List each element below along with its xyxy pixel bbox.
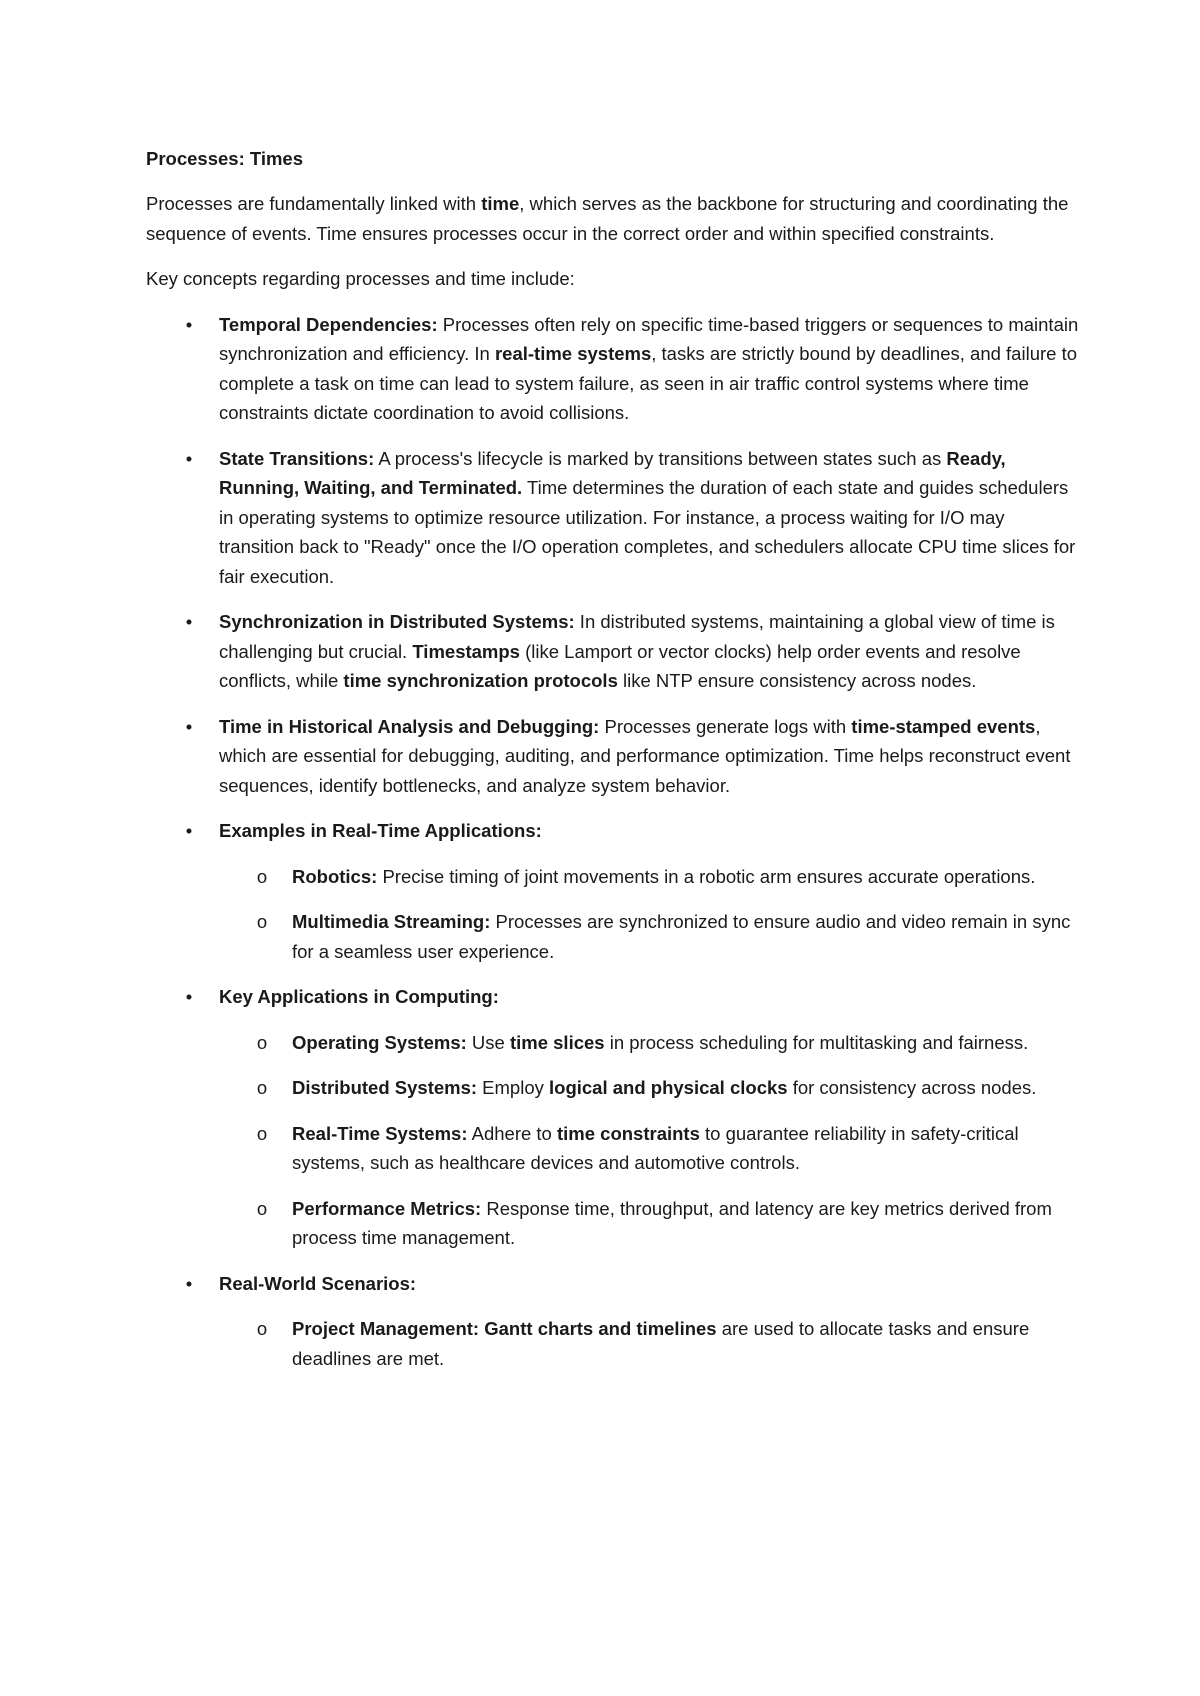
text-run: , which are essential for debugging, auditing, and performance optimization. Time helps reconstruct event sequences, identify bottlenecks, and analyze system behavior. (219, 715, 1071, 796)
sub-item-text (292, 1077, 1036, 1098)
bold-text: time constraints (556, 1122, 700, 1144)
text-run: Processes are fundamentally linked with (146, 193, 482, 214)
bold-text: Synchronization in Distributed Systems: (219, 611, 575, 632)
intro-paragraph (146, 189, 1080, 248)
bold-text: real-time systems (494, 343, 652, 364)
text-run: to guarantee reliability in safety-critical systems, such as healthcare devices and automotive controls. (292, 1122, 1019, 1173)
sub-item-performance-metrics (219, 1194, 1080, 1253)
list-item-text (219, 611, 1055, 691)
bold-text: Multimedia Streaming: (292, 911, 491, 932)
bullet-icon: • (185, 447, 193, 469)
circle-bullet-icon: o (256, 911, 268, 932)
sub-list (219, 1028, 1080, 1253)
sub-item-text (292, 1032, 1028, 1053)
bold-text: time (481, 193, 520, 214)
text-run: Precise timing of joint movements in a robotic arm ensures accurate operations. (377, 865, 1036, 887)
concept-list (146, 310, 1080, 1374)
bold-text: Real-World Scenarios: (219, 1272, 417, 1294)
circle-bullet-icon: o (256, 1077, 268, 1098)
sub-item-text (292, 911, 1070, 962)
sub-list (219, 862, 1080, 967)
bold-text: Timestamps (412, 640, 520, 662)
list-item-historical-analysis (146, 712, 1080, 801)
list-item-text (219, 314, 1078, 424)
sub-item-operating-systems (219, 1028, 1080, 1058)
text-run: Time determines the duration of each state and guides schedulers in operating systems to optimize resource utilization. For instance, a process waiting for I/O may transition back to "Ready" once the I/O operation completes, and schedulers allocate CPU time slices for fair execution. (219, 477, 1076, 587)
sub-list (219, 1314, 1080, 1373)
bold-text: Real-Time Systems: (292, 1122, 468, 1144)
text-run: Processes often rely on specific time-based triggers or sequences to maintain synchronization and efficiency. In (219, 313, 1079, 364)
bold-text: Time in Historical Analysis and Debugging: (219, 715, 600, 737)
sub-item-robotics (219, 862, 1080, 892)
sub-item-real-time-systems (219, 1119, 1080, 1178)
text-run: in process scheduling for multitasking and fairness. (604, 1031, 1029, 1053)
bullet-icon: • (185, 820, 193, 841)
sub-item-distributed-systems (219, 1073, 1080, 1103)
document-title: Processes: Times (146, 148, 304, 169)
bold-text: Examples in Real-Time Applications: (219, 820, 542, 841)
text-run: In distributed systems, maintaining a global view of time is challenging but crucial. (219, 611, 1055, 662)
circle-bullet-icon: o (256, 865, 268, 887)
sub-item-project-management (219, 1314, 1080, 1373)
list-item-real-world-scenarios (146, 1269, 1080, 1374)
bold-text: time synchronization protocols (343, 670, 618, 691)
list-item-text (219, 820, 542, 841)
text-run: , which serves as the backbone for structuring and coordinating the sequence of events. Time ensures processes occur in the correct order and within specified constraints. (146, 193, 1069, 244)
text-run: like NTP ensure consistency across nodes. (617, 670, 977, 691)
bullet-icon: • (185, 986, 193, 1007)
bold-text: Performance Metrics: (292, 1197, 482, 1219)
text-run: , tasks are strictly bound by deadlines, and failure to complete a task on time can lead to system failure, as seen in air traffic control systems where time constraints dictate coordination to avoid collisions. (219, 343, 1078, 423)
bold-text: Gantt charts and timelines (484, 1318, 717, 1339)
text-run: (like Lamport or vector clocks) help order events and resolve conflicts, while (219, 640, 1021, 691)
list-item-text (219, 1273, 416, 1294)
text-run: Response time, throughput, and latency are key metrics derived from process time management. (292, 1197, 1052, 1248)
list-item-synchronization-distributed (146, 607, 1080, 696)
circle-bullet-icon: o (256, 1122, 268, 1144)
bullet-icon: • (185, 1272, 193, 1294)
bold-text: Distributed Systems: (292, 1077, 478, 1098)
bold-text: State Transitions: (219, 447, 375, 469)
circle-bullet-icon: o (256, 1031, 268, 1053)
text-run: are used to allocate tasks and ensure deadlines are met. (292, 1318, 1030, 1369)
sub-item-text (292, 1198, 1052, 1249)
sub-item-text (292, 1318, 1029, 1369)
sub-item-multimedia-streaming (219, 907, 1080, 966)
list-item-key-applications (146, 982, 1080, 1253)
circle-bullet-icon: o (256, 1197, 268, 1219)
sub-item-text (292, 866, 1035, 887)
list-item-text (219, 986, 499, 1007)
list-item-temporal-dependencies (146, 310, 1080, 428)
bold-text: Temporal Dependencies: (219, 313, 438, 335)
circle-bullet-icon: o (256, 1318, 268, 1339)
bold-text: time-stamped events (851, 715, 1036, 737)
text-run: Employ (477, 1077, 550, 1098)
bold-text: Project Management: (292, 1318, 480, 1339)
bullet-icon: • (185, 313, 193, 335)
bold-text: time slices (509, 1031, 605, 1053)
lead-paragraph: Key concepts regarding processes and time include: (146, 268, 575, 289)
text-run: Processes are synchronized to ensure audio and video remain in sync for a seamless user experience. (292, 911, 1071, 962)
list-item-text (219, 448, 1075, 587)
list-item-state-transitions (146, 444, 1080, 592)
bold-text: Robotics: (292, 865, 378, 887)
text-run: Adhere to (467, 1122, 557, 1144)
bold-text: Key Applications in Computing: (219, 986, 499, 1007)
bullet-icon: • (185, 715, 193, 737)
text-run: for consistency across nodes. (787, 1077, 1037, 1098)
bold-text: Operating Systems: (292, 1031, 467, 1053)
text-run: Use (466, 1031, 510, 1053)
list-item-examples-real-time (146, 816, 1080, 966)
sub-item-text (292, 1123, 1019, 1174)
text-run: A process's lifecycle is marked by transitions between states such as (374, 447, 947, 469)
list-item-text (219, 716, 1070, 796)
bold-text: Ready, Running, Waiting, and Terminated. (219, 447, 1006, 498)
text-run: Processes generate logs with (599, 715, 852, 737)
bullet-icon: • (185, 611, 193, 632)
bold-text: logical and physical clocks (549, 1077, 788, 1098)
